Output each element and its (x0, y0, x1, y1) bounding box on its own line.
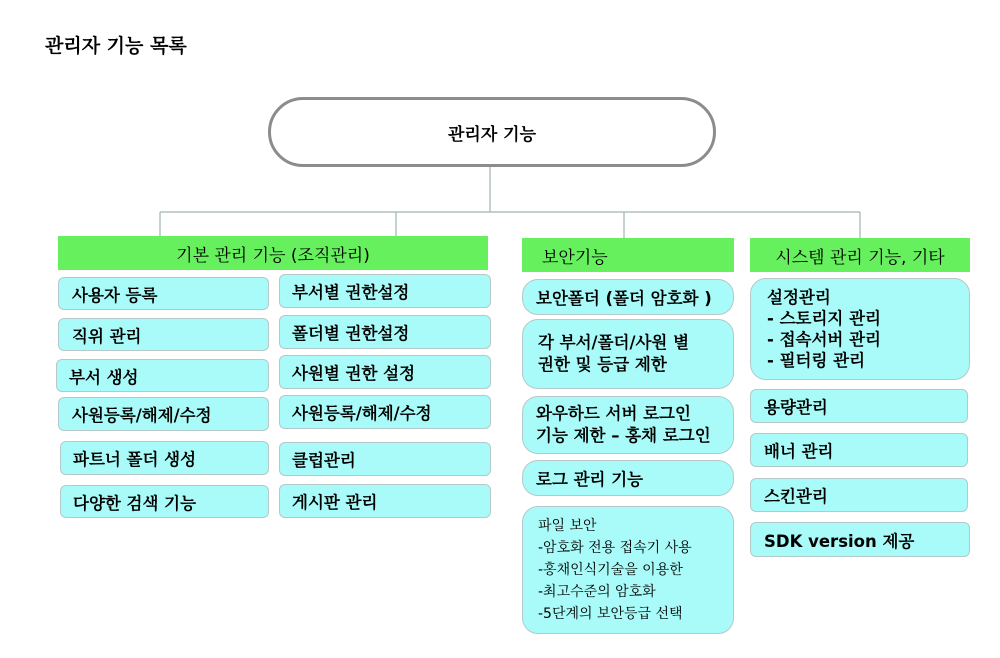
list-item: 부서별 권한설정 (279, 274, 491, 308)
list-item: 배너 관리 (750, 433, 968, 467)
list-item: 사용자 등록 (58, 277, 269, 310)
item-line: -최고수준의 암호화 (538, 584, 656, 600)
list-item: 게시판 관리 (279, 484, 491, 518)
list-item (750, 278, 970, 380)
list-item: 폴더별 권한설정 (279, 315, 491, 349)
list-item (522, 319, 734, 389)
system-group-header: 시스템 관리 기능, 기타 (750, 238, 970, 272)
list-item: 다양한 검색 기능 (60, 485, 269, 518)
item-line: 각 부서/폴더/사원 별 (538, 333, 690, 352)
item-line: - 필터링 관리 (767, 351, 866, 370)
item-line: -홍채인식기술을 이용한 (538, 562, 683, 578)
list-item: 용량관리 (750, 389, 968, 423)
item-line: -5단계의 보안등급 선택 (538, 606, 683, 622)
item-line: - 접속서버 관리 (767, 330, 881, 349)
basic-group-header: 기본 관리 기능 (조직관리) (58, 236, 488, 270)
list-item: 스킨관리 (750, 478, 968, 512)
item-line: 와우하드 서버 로그인 (536, 404, 691, 423)
item-line: 기능 제한 – 홍채 로그인 (536, 426, 711, 445)
list-item: 직위 관리 (58, 318, 269, 351)
root-node: 관리자 기능 (268, 97, 716, 167)
list-item: 로그 관리 기능 (522, 460, 734, 496)
list-item: 사원별 권한 설정 (279, 355, 491, 389)
item-line: 권한 및 등급 제한 (538, 355, 667, 374)
list-item (522, 506, 734, 634)
list-item: 클럽관리 (279, 442, 491, 476)
list-item (522, 396, 734, 454)
item-line: - 스토리지 관리 (767, 309, 881, 328)
page-title: 관리자 기능 목록 (45, 35, 187, 57)
list-item: 사원등록/해제/수정 (58, 397, 269, 431)
item-line: 설정관리 (767, 288, 831, 307)
item-line: 파일 보안 (538, 518, 597, 534)
list-item: 사원등록/해제/수정 (279, 395, 491, 429)
list-item: SDK version 제공 (750, 522, 970, 557)
list-item: 파트너 폴더 생성 (60, 441, 269, 475)
list-item: 부서 생성 (56, 359, 269, 392)
list-item: 보안폴더 (폴더 암호화 ) (522, 279, 734, 315)
security-group-header: 보안기능 (522, 238, 734, 272)
item-line: -암호화 전용 접속기 사용 (538, 540, 692, 556)
